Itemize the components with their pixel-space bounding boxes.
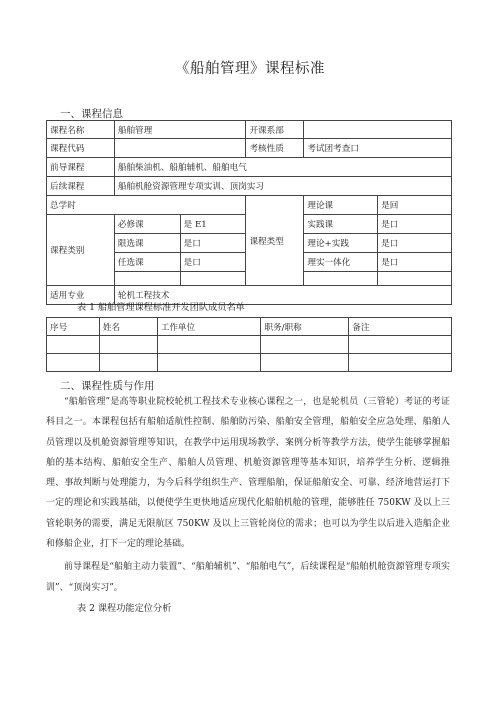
category-mark-3 bbox=[180, 272, 246, 286]
course-code-label: 课程代码 bbox=[47, 139, 115, 158]
type-row-4 bbox=[304, 272, 378, 286]
major-value: 轮机工程技术 bbox=[114, 286, 451, 305]
section-course-info-heading: 一、课程信息 bbox=[60, 108, 123, 120]
category-row-0: 必修课 bbox=[114, 215, 180, 234]
team-header-index: 序号 bbox=[47, 318, 100, 336]
assess-value: 考试团考查口 bbox=[304, 139, 452, 158]
course-name-label: 课程名称 bbox=[47, 121, 115, 139]
category-mark-1: 是口 bbox=[180, 234, 246, 253]
type-mark-1: 是口 bbox=[378, 215, 452, 234]
assess-label: 考核性质 bbox=[246, 139, 304, 158]
team-members-table bbox=[46, 317, 452, 372]
dept-label: 开课系部 bbox=[246, 121, 304, 139]
category-mark-0: 是 E1 bbox=[180, 215, 246, 234]
table1-caption: 表 1 船舶管理课程标准开发团队成员名单 bbox=[77, 302, 245, 313]
table-row bbox=[47, 354, 452, 372]
type-mark-2: 是口 bbox=[378, 234, 452, 253]
type-mark-4 bbox=[378, 272, 452, 286]
major-label: 适用专业 bbox=[47, 286, 115, 305]
section-nature-heading: 二、课程性质与作用 bbox=[60, 380, 155, 392]
category-mark-2: 是口 bbox=[180, 253, 246, 272]
category-type-label: 课程类型 bbox=[246, 196, 304, 286]
course-name-value: 船舶管理 bbox=[114, 121, 246, 139]
type-mark-0: 是回 bbox=[378, 196, 452, 215]
type-row-2: 理论+实践 bbox=[304, 234, 378, 253]
prereq-label: 前导课程 bbox=[47, 158, 115, 177]
category-row-2: 任选课 bbox=[114, 253, 180, 272]
prereq-value: 船舶柴油机、船舶辅机、船舶电气 bbox=[114, 158, 451, 177]
team-header-unit: 工作单位 bbox=[157, 318, 261, 336]
type-row-1: 实践课 bbox=[304, 215, 378, 234]
hours-label: 总学时 bbox=[47, 196, 246, 215]
type-row-3: 理实一体化 bbox=[304, 253, 378, 272]
table2-caption: 表 2 课程功能定位分析 bbox=[77, 603, 172, 614]
category-label: 课程类别 bbox=[47, 215, 115, 286]
page-title: 《船舶管理》课程标准 bbox=[175, 61, 325, 77]
table-row bbox=[47, 336, 452, 354]
category-row-1: 限选课 bbox=[114, 234, 180, 253]
team-header-title: 职务/职称 bbox=[261, 318, 349, 336]
paragraph-2: 前导课程是“船舶主动力装置”、“船舶辅机”、“船舶电气”，后续课程是“船舶机舱资源管理专项实训”、“顶岗实习”。 bbox=[46, 562, 450, 593]
course-nature-body bbox=[46, 392, 450, 598]
course-code-value bbox=[114, 139, 246, 158]
paragraph-1: “船舶管理”是高等职业院校轮机工程技术专业核心课程之一，也是轮机员（三管轮）考证的考证科目之一。本课程包括有船舶适航性控制、船舶防污染、船舶安全管理，船舶安全应急处理、船舶人员管理以及机舱资源管理等知识，在教学中运用现场教学、案例分析等教学方法，使学生能够掌握船舶的基本结构、船舶安全生产、船舶人员管理、机舱资源管理等基本知识，培养学生分析、逻辑推理、事故判断与处理能力，为今后科学组织生产、管理船舶，保证船舶安全、可靠、经济地营运打下一定的理论和实践基础，以便使学生更快地适应现代化船舶机舱的管理，能够胜任 750KW 及以上三管轮职务的需要，满足无限航区 750KW 及以上三管轮岗位的需求；也可以为学生以后进入造船企业和修船企业，打下一定的理论基础。 bbox=[46, 397, 450, 550]
followup-label: 后续课程 bbox=[47, 177, 115, 196]
type-row-0: 理论课 bbox=[304, 196, 378, 215]
course-info-table bbox=[46, 120, 452, 305]
team-header-name: 姓名 bbox=[99, 318, 157, 336]
team-header-remark: 备注 bbox=[349, 318, 452, 336]
followup-value: 船舶机舱资源管理专项实训、顶岗实习 bbox=[114, 177, 451, 196]
category-row-3 bbox=[114, 272, 180, 286]
type-mark-3: 是口 bbox=[378, 253, 452, 272]
dept-value bbox=[304, 121, 452, 139]
